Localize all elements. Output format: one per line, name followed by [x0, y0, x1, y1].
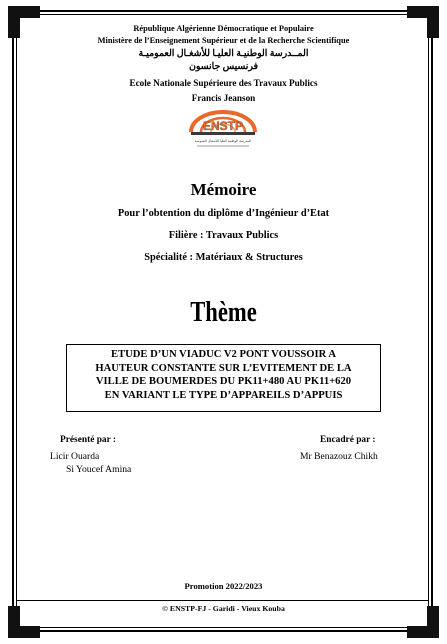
- enstp-logo-graphic: [185, 108, 261, 152]
- footer-divider: [16, 600, 429, 601]
- thesis-title-line: HAUTEUR CONSTANTE SUR L’EVITEMENT DE LA: [95, 362, 352, 374]
- thesis-title-line: ETUDE D’UN VIADUC V2 PONT VOUSSOIR A: [110, 349, 337, 360]
- corner-ornament: [407, 626, 439, 638]
- thesis-title-box: [66, 344, 381, 412]
- theme-heading: Thème: [190, 296, 257, 328]
- thesis-title-line: EN VARIANT LE TYPE D’APPAREILS D’APPUIS: [104, 389, 343, 401]
- specialty: Spécialité : Matériaux & Structures: [144, 252, 303, 263]
- corner-ornament: [407, 6, 439, 18]
- supervised-by-label: Encadré par :: [320, 435, 376, 445]
- thesis-title-line: VILLE DE BOUMERDES DU PK11+480 AU PK11+620: [95, 376, 352, 387]
- footer-text: © ENSTP-FJ - Garidi - Vieux Kouba: [162, 604, 285, 613]
- degree-purpose: Pour l’obtention du diplôme d’Ingénieur d’Etat: [117, 208, 330, 219]
- student-name: Licir Ouarda: [50, 451, 100, 462]
- field: Filière : Travaux Publics: [168, 230, 279, 241]
- supervisor-name: Mr Benazouz Chikh: [300, 451, 378, 462]
- document-type: Mémoire: [190, 180, 257, 199]
- corner-ornament: [8, 626, 40, 638]
- header-francis-jeanson: Francis Jeanson: [191, 93, 256, 103]
- corner-ornament: [8, 6, 40, 18]
- header-school-arabic: المــدرسة الوطنيـة العليـا للأشغـال العموميـة: [138, 49, 309, 59]
- presented-by-label: Présenté par :: [60, 435, 117, 445]
- header-name-arabic: فرنسيس جانسون: [188, 62, 259, 72]
- student-name: Si Youcef Amina: [66, 464, 132, 475]
- header-school: Ecole Nationale Supérieure des Travaux Publics: [129, 78, 318, 88]
- logo-text: ENSTP: [202, 119, 244, 133]
- enstp-logo: [185, 108, 261, 152]
- header-republic: République Algérienne Démocratique et Populaire: [133, 24, 314, 33]
- header-ministry: Ministère de l’Enseignement Supérieur et de la Recherche Scientifique: [97, 36, 350, 45]
- promotion: Promotion 2022/2023: [184, 581, 263, 591]
- logo-tagline: المدرسة الوطنية العليا للأشغال العمومية: [194, 139, 252, 143]
